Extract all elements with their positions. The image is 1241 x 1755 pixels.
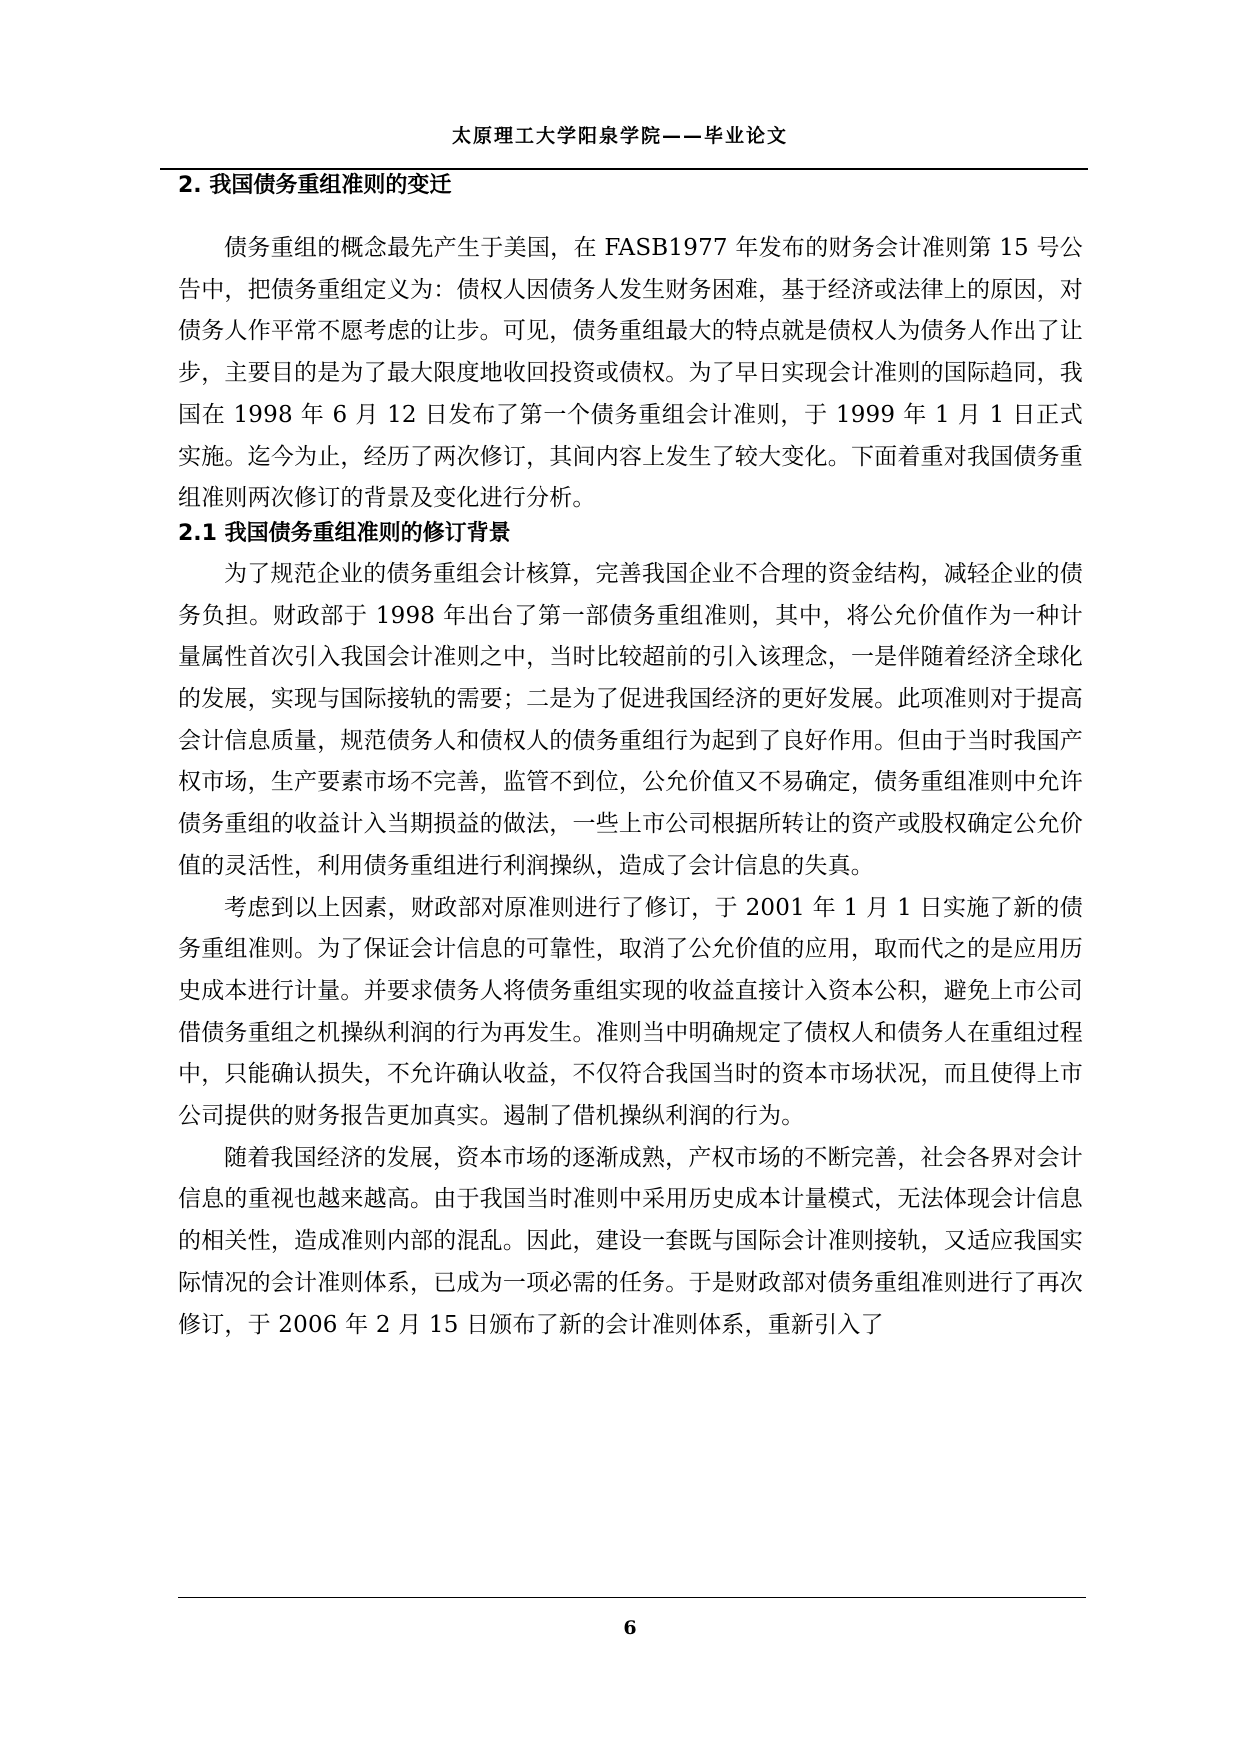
page-content: [178, 170, 1083, 1346]
body-paragraph-3: 随着我国经济的发展，资本市场的逐渐成熟，产权市场的不断完善，社会各界对会计信息的重视也越来越高。由于我国当时准则中采用历史成本计量模式，无法体现会计信息的相关性，造成准则内部的混乱。因此，建设一套既与国际会计准则接轨，又适应我国实际情况的会计准则体系，已成为一项必需的任务。于是财政部对债务重组准则进行了再次修订，于 2006 年 2 月 15 日颁布了新的会计准则体系，重新引入了: [178, 1144, 1083, 1338]
subsection-heading-2-1: 2.1 我国债务重组准则的修订背景: [178, 520, 511, 546]
intro-paragraph: 债务重组的概念最先产生于美国，在 FASB1977 年发布的财务会计准则第 15 号公告中，把债务重组定义为：债权人因债务人发生财务困难，基于经济或法律上的原因，对债务人作平常不愿考虑的让步。可见，债务重组最大的特点就是债权人为债务人作出了让步，主要目的是为了最大限度地收回投资或债权。为了早日实现会计准则的国际趋同，我国在 1998 年 6 月 12 日发布了第一个债务重组会计准则，于 1999 年 1 月 1 日正式实施。迄今为止，经历了两次修订，其间内容上发生了较大变化。下面着重对我国债务重组准则两次修订的背景及变化进行分析。: [178, 235, 1083, 512]
section-heading-2: 2. 我国债务重组准则的变迁: [178, 173, 452, 198]
footer-divider: [178, 1597, 1086, 1598]
page-number: 6: [623, 1617, 637, 1639]
body-paragraph-2: 考虑到以上因素，财政部对原准则进行了修订，于 2001 年 1 月 1 日实施了新的债务重组准则。为了保证会计信息的可靠性，取消了公允价值的应用，取而代之的是应用历史成本进行计量。并要求债务人将债务重组实现的收益直接计入资本公积，避免上市公司借债务重组之机操纵利润的行为再发生。准则当中明确规定了债权人和债务人在重组过程中，只能确认损失，不允许确认收益，不仅符合我国当时的资本市场状况，而且使得上市公司提供的财务报告更加真实。遏制了借机操纵利润的行为。: [178, 894, 1083, 1130]
body-paragraph-1: 为了规范企业的债务重组会计核算，完善我国企业不合理的资金结构，减轻企业的债务负担。财政部于 1998 年出台了第一部债务重组准则，其中，将公允价值作为一种计量属性首次引入我国会计准则之中，当时比较超前的引入该理念，一是伴随着经济全球化的发展，实现与国际接轨的需要；二是为了促进我国经济的更好发展。此项准则对于提高会计信息质量，规范债务人和债权人的债务重组行为起到了良好作用。但由于当时我国产权市场，生产要素市场不完善，监管不到位，公允价值又不易确定，债务重组准则中允许债务重组的收益计入当期损益的做法，一些上市公司根据所转让的资产或股权确定公允价值的灵活性，利用债务重组进行利润操纵，造成了会计信息的失真。: [178, 560, 1083, 879]
running-header-title: 太原理工大学阳泉学院——毕业论文: [451, 125, 788, 147]
